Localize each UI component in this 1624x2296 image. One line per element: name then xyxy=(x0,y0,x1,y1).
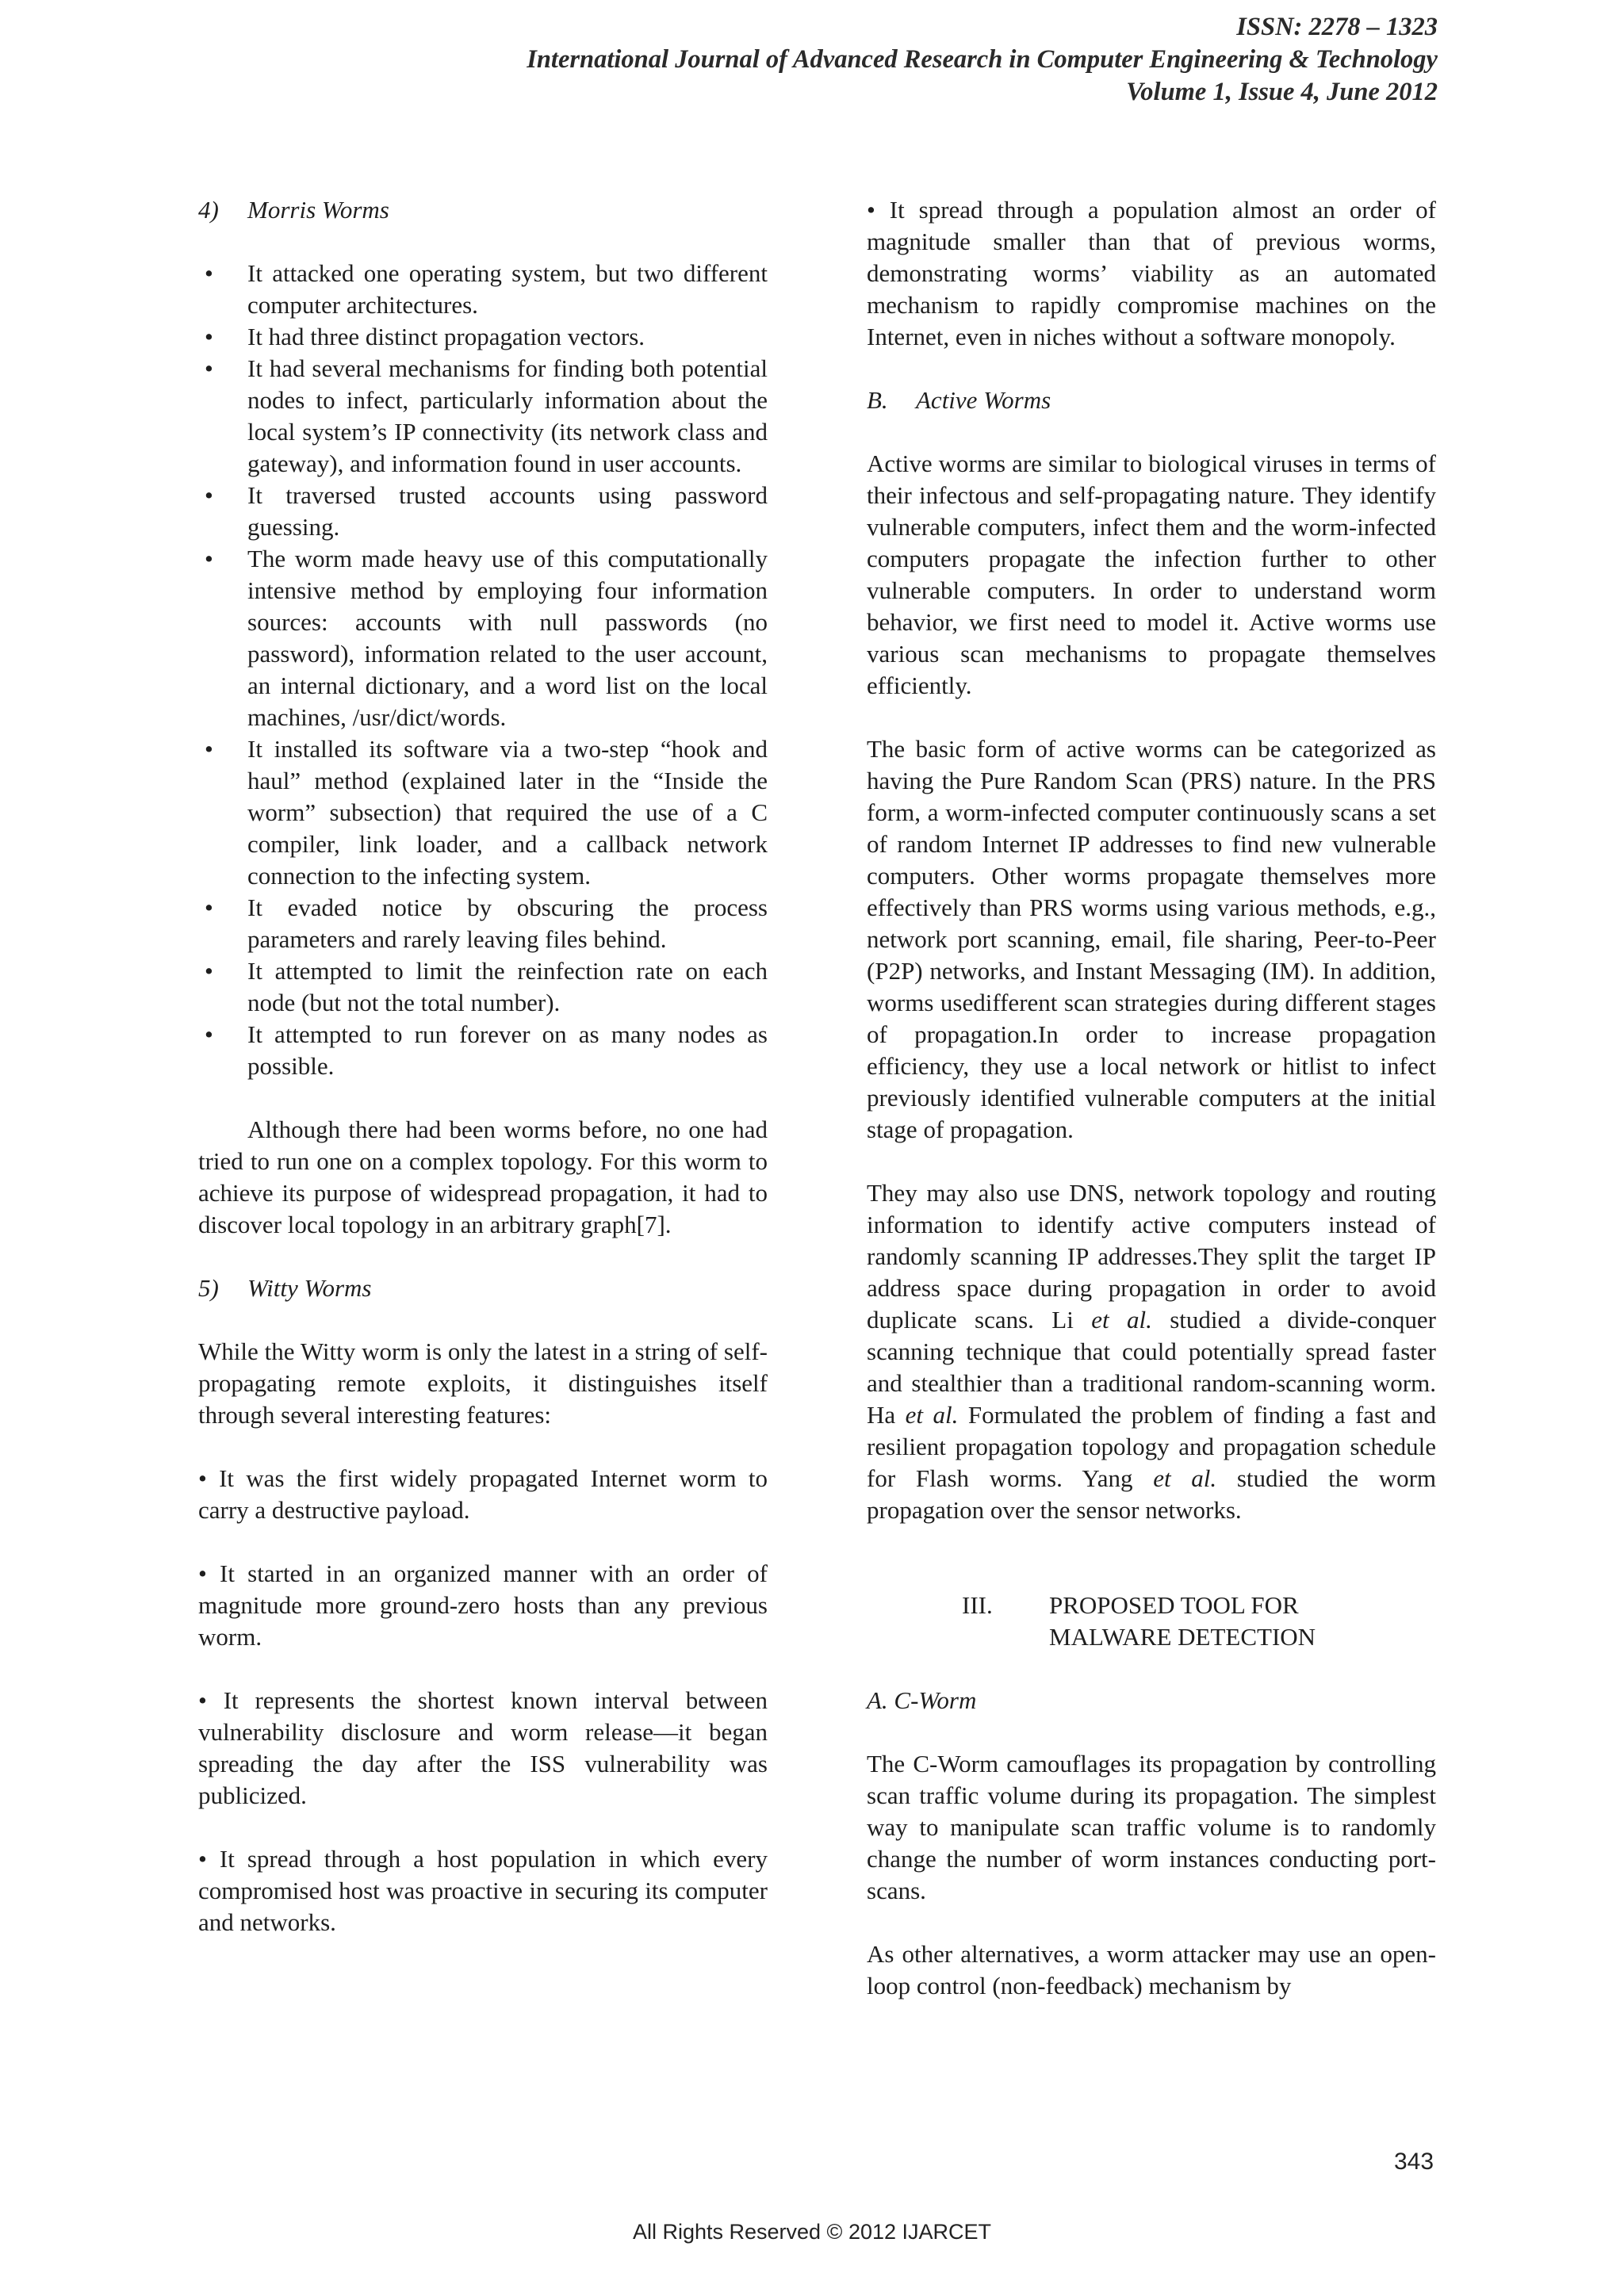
witty-intro: While the Witty worm is only the latest in a string of self-propagating remote exploits, it distinguishes itself through several interesting features: xyxy=(198,1337,768,1429)
witty-point: • It was the first widely propagated Internet worm to carry a destructive payload. xyxy=(198,1464,768,1524)
journal-header xyxy=(327,11,1438,109)
active-worms-paragraph xyxy=(867,1177,1436,1526)
list-item: • It attempted to limit the reinfection rate on each node (but not the total number). xyxy=(198,955,768,1019)
page-number: 343 xyxy=(1394,2149,1434,2175)
list-item: • It had three distinct propagation vectors. xyxy=(198,321,768,353)
c-worm-paragraph: As other alternatives, a worm attacker may use an open-loop control (non-feedback) mechanism by xyxy=(867,1940,1436,1999)
witty-point: • It started in an organized manner with an order of magnitude more ground-zero hosts than any previous worm. xyxy=(198,1559,768,1651)
morris-summary: Although there had been worms before, no one had tried to run one on a complex topology. For this worm to achieve its purpose of widespread propagation, it had to discover local topology in an arbitrary graph[7]. xyxy=(198,1115,768,1238)
section-heading xyxy=(867,1590,1436,1621)
list-item: • It had several mechanisms for finding both potential nodes to infect, particularly information about the local system’s IP connectivity (its network class and gateway), and information found in user accounts. xyxy=(198,353,768,480)
active-worms-paragraph: Active worms are similar to biological viruses in terms of their infectous and self-propagating nature. They identify vulnerable computers, infect them and the worm-infected computers propagate the infection further to other vulnerable computers. In order to understand worm behavior, we first need to model it. Active worms use various scan mechanisms to propagate themselves efficiently. xyxy=(867,450,1436,699)
section-title-line: MALWARE DETECTION xyxy=(1049,1623,1316,1651)
issn: ISSN: 2278 – 1323 xyxy=(1236,13,1438,41)
witty-point: • It spread through a host population in which every compromised host was proactive in securing its computer and networks. xyxy=(198,1845,768,1936)
witty-point-continued: • It spread through a population almost an order of magnitude smaller than that of previous worms, demonstrating worms’ viability as an automated mechanism to rapidly compromise machines on the Internet, even in niches without a software monopoly. xyxy=(867,196,1436,350)
et-al-citation: et al. xyxy=(1153,1464,1217,1492)
volume-issue: Volume 1, Issue 4, June 2012 xyxy=(1126,78,1438,106)
active-worms-label: B. xyxy=(867,386,888,414)
section-title-line: PROPOSED TOOL FOR xyxy=(1049,1591,1299,1619)
active-worms-heading xyxy=(867,385,1436,416)
c-worm-heading: A. C-Worm xyxy=(867,1686,977,1714)
right-column xyxy=(867,194,1436,2002)
paragraph-text: They may also use DNS, network topology and routing information to identify active computers instead of randomly scanning IP addresses.They split the target IP address space during propagation in order to avoid duplicate scans. Li xyxy=(867,1179,1436,1334)
et-al-citation: et al. xyxy=(1091,1306,1152,1334)
paragraph-text: Formulated the problem of finding a fast and resilient propagation topology and propagation schedule for Flash worms. Yang xyxy=(867,1401,1436,1492)
paragraph-text: studied a divide-conquer scanning technique that could potentially spread faster and stealthier than a traditional random-scanning worm. Ha xyxy=(867,1306,1436,1429)
paragraph-text: studied the worm propagation over the sensor networks. xyxy=(867,1464,1436,1524)
list-item: • It evaded notice by obscuring the process parameters and rarely leaving files behind. xyxy=(198,892,768,955)
morris-title: Morris Worms xyxy=(247,196,389,224)
copyright-footer: All Rights Reserved © 2012 IJARCET xyxy=(632,2220,992,2244)
morris-bullet-list xyxy=(198,258,768,1082)
section-heading-line2 xyxy=(867,1621,1436,1653)
morris-heading xyxy=(198,194,768,226)
witty-heading xyxy=(198,1272,768,1304)
list-item: • It attacked one operating system, but two different computer architectures. xyxy=(198,258,768,321)
list-item: • It installed its software via a two-step “hook and haul” method (explained later in the “Inside the worm” subsection) that required the use of a C compiler, link loader, and a callback network connection to the infecting system. xyxy=(198,733,768,892)
witty-point: • It represents the shortest known interval between vulnerability disclosure and worm release—it began spreading the day after the ISS vulnerability was publicized. xyxy=(198,1686,768,1809)
list-item: • It attempted to run forever on as many nodes as possible. xyxy=(198,1019,768,1082)
journal-title: International Journal of Advanced Research in Computer Engineering & Technology xyxy=(527,45,1438,74)
witty-title: Witty Worms xyxy=(247,1274,372,1302)
section-number: III. xyxy=(962,1591,993,1619)
active-worms-title: Active Worms xyxy=(916,386,1051,414)
c-worm-paragraph: The C-Worm camouflages its propagation by controlling scan traffic volume during its propagation. The simplest way to manipulate scan traffic volume is to randomly change the number of worm instances conducting port-scans. xyxy=(867,1750,1436,1904)
list-item: • The worm made heavy use of this computationally intensive method by employing four information sources: accounts with null passwords (no password), information related to the user account, an internal dictionary, and a word list on the local machines, /usr/dict/words. xyxy=(198,543,768,733)
witty-number: 5) xyxy=(198,1274,219,1302)
et-al-citation: et al. xyxy=(905,1401,959,1429)
left-column xyxy=(198,194,768,1938)
morris-number: 4) xyxy=(198,196,219,224)
list-item: • It traversed trusted accounts using password guessing. xyxy=(198,480,768,543)
active-worms-paragraph: The basic form of active worms can be categorized as having the Pure Random Scan (PRS) nature. In the PRS form, a worm-infected computer continuously scans a set of random Internet IP addresses to find new vulnerable computers. Other worms propagate themselves more effectively than PRS worms using various methods, e.g., network port scanning, email, file sharing, Peer-to-Peer (P2P) networks, and Instant Messaging (IM). In addition, worms usedifferent scan strategies during different stages of propagation.In order to increase propagation efficiency, they use a local network or hitlist to infect previously identified vulnerable computers at the initial stage of propagation. xyxy=(867,735,1436,1143)
